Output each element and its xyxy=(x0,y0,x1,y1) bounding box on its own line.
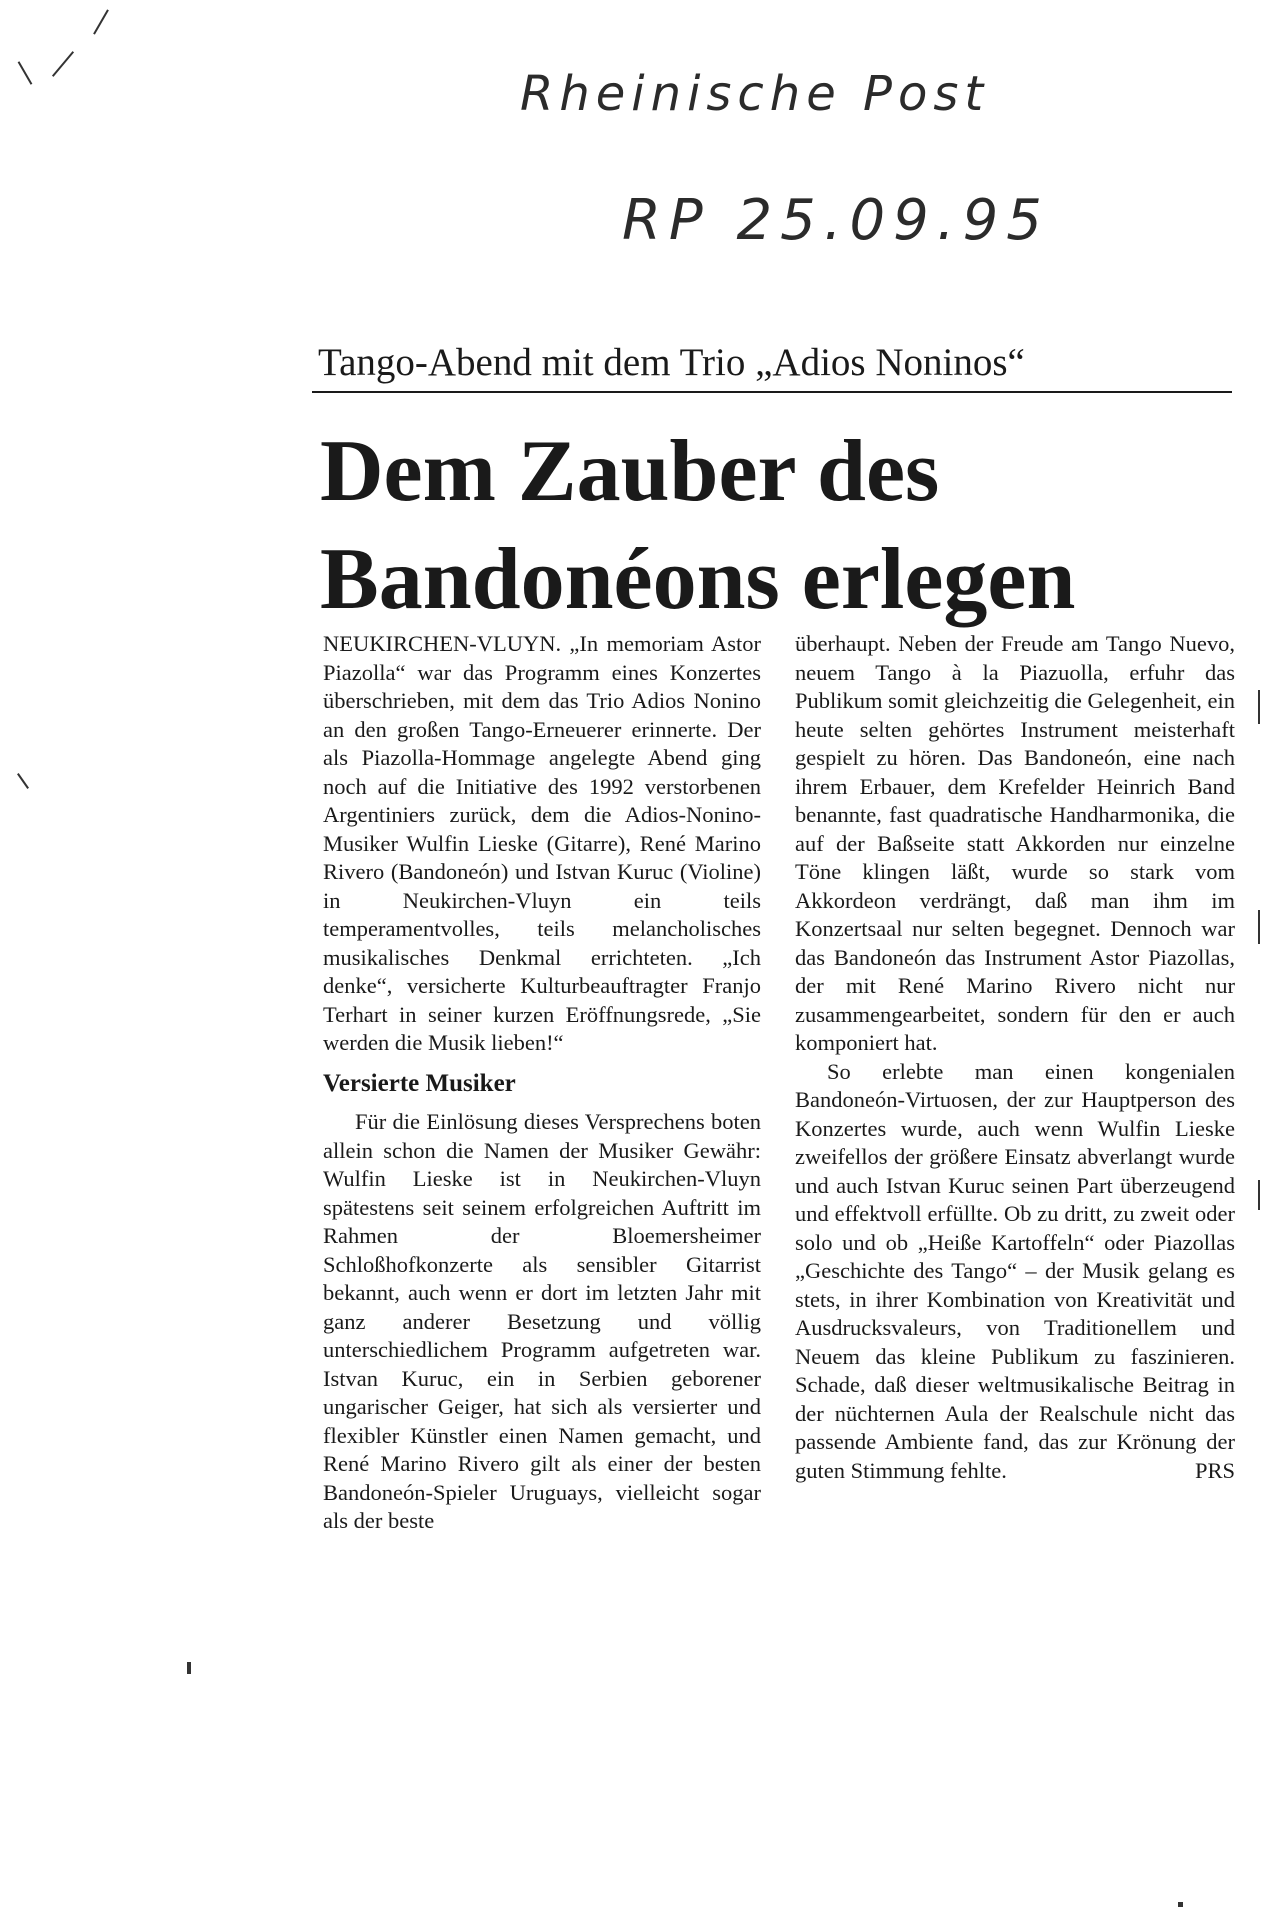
headline-line-2: Bandonéons erlegen xyxy=(320,531,1076,628)
handwritten-source-note: Rheinische Post xyxy=(520,66,990,122)
article-headline xyxy=(320,418,1240,634)
article-kicker: Tango-Abend mit dem Trio „Adios Noninos“ xyxy=(318,341,1025,384)
article-subhead: Versierte Musiker xyxy=(323,1069,516,1097)
body-paragraph: Für die Einlösung dieses Versprechens boten allein schon die Namen der Musiker Gewähr: Wulfin Lieske ist in Neukirchen-Vluyn spätestens seit seinem erfolgreichen Auftritt im Rahmen der Bloemersheimer Schloßhofkonzerte als sensibler Gitarrist bekannt, auch wenn er dort im letzten Jahr mit ganz anderer Besetzung und völlig unterschiedlichem Programm aufgetreten war. Istvan Kuruc, ein in Serbien geborener ungarischer Geiger, hat sich als versierter und flexibler Künstler einen Namen gemacht, und René Marino Rivero gilt als einer der besten Bandoneón-Spieler Uruguays, vielleicht sogar als der beste xyxy=(323,1109,761,1533)
body-paragraph: NEUKIRCHEN-VLUYN. „In memoriam Astor Piazolla“ war das Programm eines Konzertes überschrieben, mit dem das Trio Adios Nonino an den großen Tango-Erneuerer erinnerte. Der als Piazolla-Hommage angelegte Abend ging noch auf die Initiative des 1992 verstorbenen Argentiniers zurück, dem die Adios-Nonino-Musiker Wulfin Lieske (Gitarre), René Marino Rivero (Bandoneón) und Istvan Kuruc (Violine) in Neukirchen-Vluyn ein teils temperamentvolles, teils melancholisches musikalisches Denkmal errichteten. „Ich denke“, versicherte Kulturbeauftragter Franjo Terhart in seiner kurzen Eröffnungsrede, „Sie werden die Musik lieben!“ xyxy=(323,631,761,1055)
scan-mark xyxy=(1258,690,1260,724)
scan-mark xyxy=(1258,1180,1260,1210)
body-paragraph: überhaupt. Neben der Freude am Tango Nuevo, neuem Tango à la Piazuolla, erfuhr das Publikum somit gleichzeitig die Gelegenheit, ein heute selten gehörtes Instrument meisterhaft gespielt zu hören. Das Bandoneón, eine nach ihrem Erbauer, dem Krefelder Heinrich Band benannte, fast quadratische Handharmonika, die auf der Baßseite statt Akkorden nur einzelne Töne klingen läßt, wurde so stark vom Akkordeon verdrängt, daß man ihm im Konzertsaal nur selten begegnet. Dennoch war das Bandoneón das Instrument Astor Piazollas, der mit René Marino Rivero nicht nur zusammengearbeitet, sondern für den er auch komponiert hat. xyxy=(795,631,1235,1055)
article-column-right xyxy=(795,630,1235,1485)
body-paragraph xyxy=(795,1058,1235,1486)
kicker-rule xyxy=(312,391,1232,393)
article-column-left xyxy=(323,630,761,1536)
scan-mark xyxy=(1178,1902,1183,1907)
scan-mark xyxy=(17,773,29,789)
scan-mark xyxy=(1258,910,1260,944)
handwritten-date-note: RP 25.09.95 xyxy=(622,188,1050,253)
body-paragraph-text: So erlebte man einen kongenialen Bandoneón-Virtuosen, der zur Hauptperson des Konzertes wurde, auch wenn Wulfin Lieske zweifellos der größere Einsatz abverlangt wurde und auch Istvan Kuruc seinen Part überzeugend und effektvoll erfüllte. Ob zu dritt, zu zweit oder solo und ob „Heiße Kartoffeln“ oder Piazollas „Geschichte des Tango“ – der Musik gelang es stets, in ihrer Kombination von Kreativität und Ausdrucksvaleurs, von Traditionellem und Neuem das kleine Publikum zu faszinieren. Schade, daß dieser weltmusikalische Beitrag in der nüchternen Aula der Realschule nicht das passende Ambiente fand, das zur Krönung der guten Stimmung fehlte. xyxy=(795,1058,1235,1483)
scan-mark xyxy=(187,1662,191,1674)
scan-mark xyxy=(18,61,33,85)
author-initials: PRS xyxy=(1194,1457,1235,1483)
headline-line-1: Dem Zauber des xyxy=(320,423,940,520)
scan-mark xyxy=(52,51,74,77)
scan-mark xyxy=(93,9,109,34)
